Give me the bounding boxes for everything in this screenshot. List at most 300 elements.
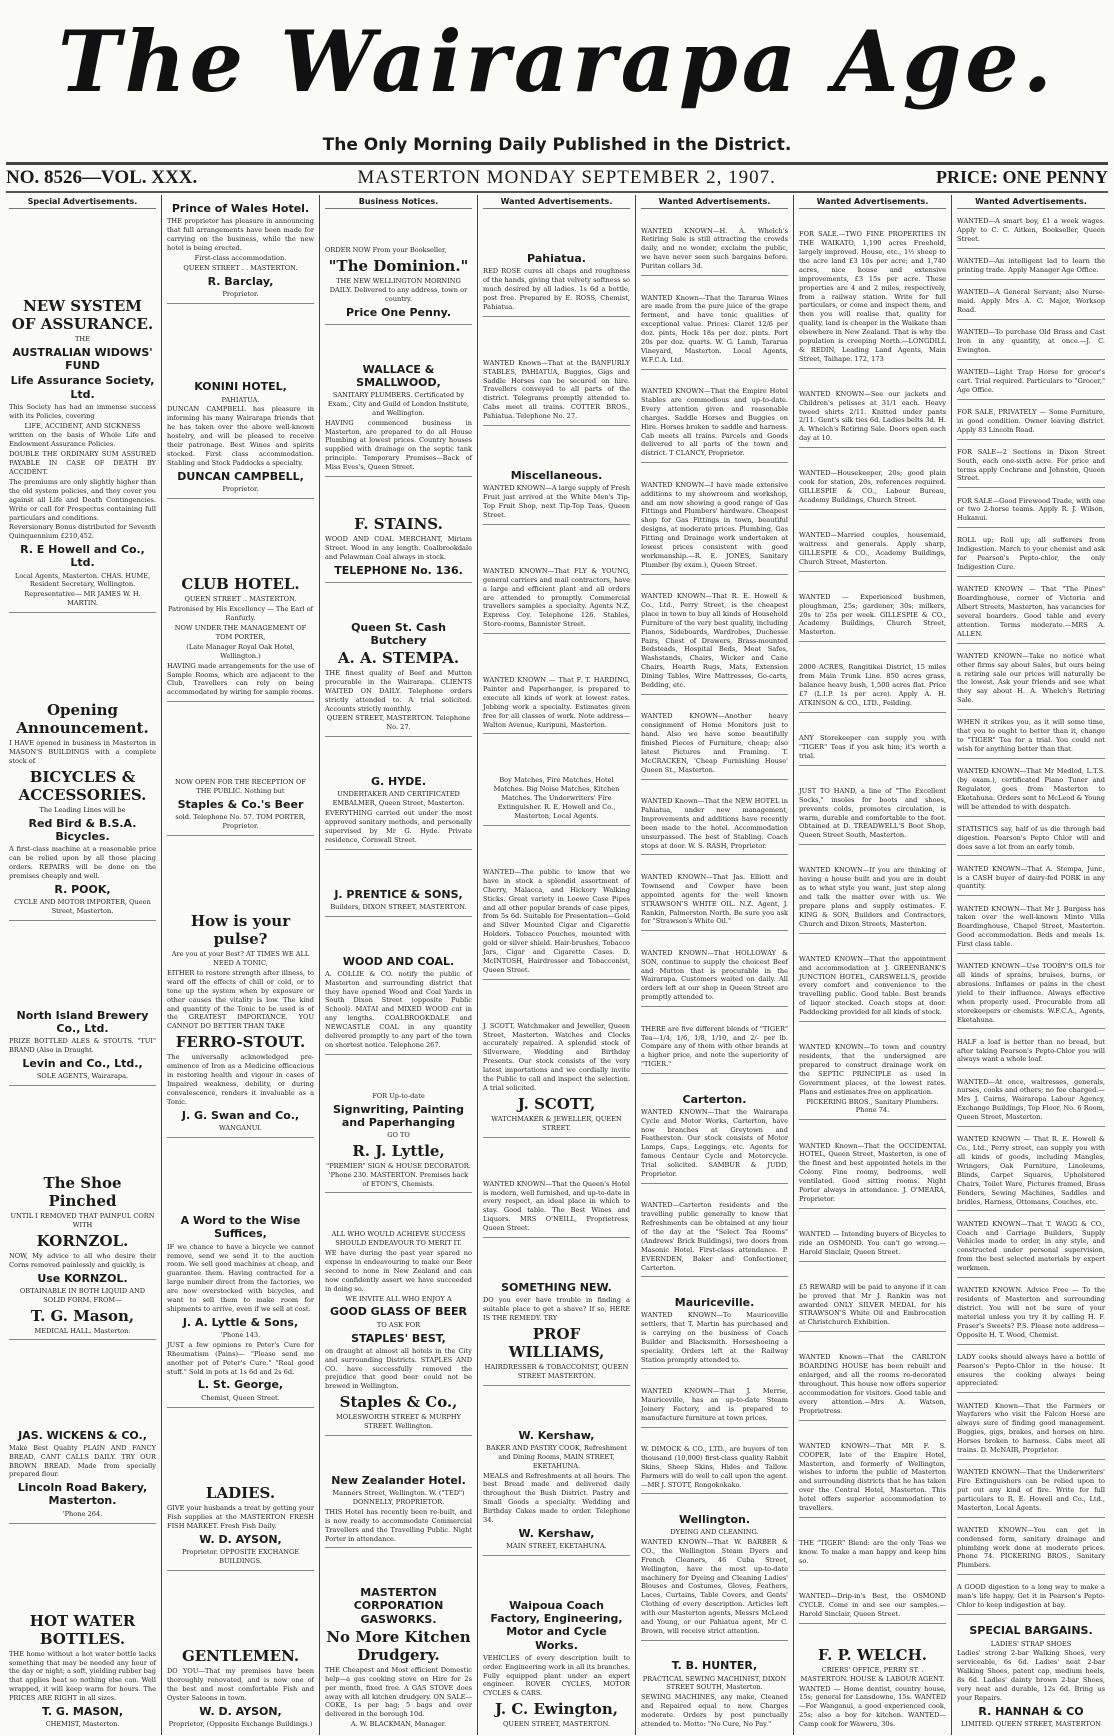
ad-text: WANTED—A General Servant; also Nurse-maid. Apply Mrs A. C. Major, Worksop Road. — [957, 288, 1105, 314]
ad-heading: Wellington. — [678, 1512, 751, 1526]
ad-text: LIMITED. QUEEN STREET, MASTERTON — [960, 1719, 1102, 1728]
advertisement — [9, 1424, 156, 1524]
ad-text: WANTED KNOWN — That F. T. HARDING, Painter and Paperhanger, is prepared to execute all kinds of work at lowest rates. Jobbing work a specialty. Estimates given free for all classes of work. Note address—Walton Avenue, Kuripuni, Masterton. — [483, 676, 630, 729]
ad-text: CHEMIST, Masterton. — [45, 1720, 120, 1729]
advertisement — [641, 1197, 788, 1277]
advertisement — [799, 951, 946, 1022]
ad-text: OBTAINABLE IN BOTH LIQUID AND SOLID FORM. FROM— — [19, 1286, 146, 1304]
ad-text: W. DIMOCK & CO., LTD., are buyers of ten thousand (10,000) first-class quality Rabbit Skins, Sheep Skins, Hides and Tallow. Farmers will do well to call upon the agent.—MR J. STOTT, Rongokokako. — [641, 1445, 788, 1489]
ad-text: UNDERTAKER AND CERTIFICATED EMBALMER, Queen Street, Masterton. — [332, 790, 465, 808]
advertisement — [799, 386, 946, 448]
advertisement — [9, 292, 156, 613]
advertisement — [957, 1522, 1105, 1575]
ad-text: £5 REWARD will be paid to anyone if it can be proved that Mr J. Rankin was not awarded ONLY SILVER MEDAL for his STRAWSON'S White Oil and Embrocation at Christchurch Exhibition. — [799, 1282, 946, 1327]
dateline — [0, 165, 1114, 189]
ad-text: PAHIATUA. — [221, 395, 260, 404]
ad-heading: Waipoua Coach Factory, Engineering, Motor and Cycle Works. — [490, 1598, 623, 1652]
advertisement — [957, 581, 1105, 643]
advertisement — [957, 648, 1105, 710]
ad-text: PRACTICAL SEWING MACHINIST, DIXON STREET SOUTH, Masterton. — [642, 1674, 787, 1692]
ad-text: WANTED Known—That at the BANFURLY STABLES, PAHIATUA, Buggies, Gigs and Saddle Horses can be secured on hire. Travellers conveyed to all parts of the district. Telegrams promptly attended to. Cabs meet all trains. COTTER BROS., Pahiatua. Telephone No. 27. — [483, 358, 630, 421]
ad-heading: KORNZOL. — [36, 1231, 129, 1250]
ad-text: MOLESWORTH STREET & MURPHY STREET. Wellington. — [336, 1413, 461, 1431]
ad-text: SEWING MACHINES, any make, Cleaned and Repaired equal to new. Charges moderate. Orders by post punctually attended to. Motto: "No Cure, No Pay." — [641, 1693, 788, 1728]
ad-text: WANTED KNOWN—That Mr J. Burgess has taken over the well-known Minto Villa Boardinghouse, Chapel Street, Masterton. Good accommodation. Beds and meals 1s. First class table. — [957, 904, 1105, 949]
advertisement — [957, 1074, 1105, 1127]
ad-text: MAIN STREET, EKETAHUNA. — [506, 1542, 607, 1551]
advertisement — [799, 659, 946, 712]
section-heading: Wanted Advertisements. — [483, 197, 630, 209]
ad-text: DUNCAN CAMPBELL has pleasure in informing his many Wairarapa friends that he has taken over the above well-known hostelry, and will be pleased to receive their patronage. Best Wines and spirits stocked. First class accommodation. Stabling and Stock Paddocks a specialty. — [167, 405, 314, 467]
ad-heading: TELEPHONE No. 136. — [334, 563, 463, 577]
advertisement — [641, 383, 788, 463]
ad-text: WANTED KNOWN—To Mauriceville settlers, that T. Martin has purchased and is carrying on the business of Coach Builder and Blacksmith. Horseshoeing a speciality. Orders left at the Railway Station promptly attended to. — [641, 1311, 788, 1364]
ad-text: WANTED KNOWN—That MR F. S. COOPER, late of the Empire Hotel, Masterton, and formerly of Wellington, wishes to inform the public of Masterton and surrounding districts that he has taken over the Central Hotel, Masterton. This hotel offers superior accommodation to travellers. — [799, 1441, 946, 1513]
ad-heading: MASTERTON CORPORATION GASWORKS. — [353, 1586, 444, 1626]
advertisement — [957, 958, 1105, 1029]
ad-text: The universally acknowledged pre-eminence of Iron as a Medicine efficacious in restoring health and vigour in cases of Impaired weakness, debility, or during convalescence, renders it invaluable as a Tonic. — [167, 1053, 314, 1106]
section-heading: Business Notices. — [325, 197, 472, 209]
ad-heading: Opening Announcement. — [16, 701, 149, 738]
advertisement — [957, 532, 1105, 577]
ad-text: WANTED KNOWN—That Jas. Elliott and Townsend and Cowper have been appointed agents for the well known STRAWSON'S WHITE OIL. N.Z. Agent, J. Rankin, Palmerston North. Be sure you ask for "Strawson's White Oil." — [641, 872, 788, 926]
ad-heading: J. G. Swan and Co., — [181, 1108, 300, 1122]
advertisement — [957, 901, 1105, 954]
ad-text: A first-class machine at a reasonable price can be relied upon by all those placing orders. REPAIRS will be done on the premises cheaply and well. — [9, 845, 156, 880]
ad-text: WANTED—Married couples, housemaid, waitress and generals. Apply sharp, GILLESPIE & CO., Academy Buildings, Church Street, Masterton. — [799, 531, 946, 566]
ad-heading: F. STAINS. — [354, 514, 443, 533]
ad-text: THE — [75, 335, 90, 344]
ad-text: WANTED KNOWN—That T. WAGG & CO., Coach and Carriage Builders, Supply Vehicles made to order, in any style, and constructed under personal supervision, from the best selected materials by expert workmen. — [957, 1219, 1105, 1273]
ad-heading: Levin and Co., Ltd., — [22, 1056, 143, 1070]
issue-number: NO. 8526—VOL. XXX. — [6, 167, 198, 189]
ad-text: FOR SALE—Good Firewood Trade, with one or two 2-horse teams. Apply R. J. Wilson, Hukanui. — [957, 496, 1105, 523]
ad-heading: Use KORNZOL. — [37, 1271, 128, 1285]
ad-heading: R. E Howell and Co., Ltd. — [20, 543, 145, 570]
ad-text: This Society has had an immense success with its Policies, covering — [9, 402, 156, 420]
newspaper-column — [952, 195, 1110, 1735]
section-heading: Special Advertisements. — [9, 197, 156, 209]
ad-text: WANTED KNOWN—I have made extensive additions to my showroom and workshop, and am now showing a good range of Gas Fittings and Plumbers' hardware. Cheapest shop for Gas Fittings in town, beautiful designs, at moderate prices. Plumbing, Gas Fitting and Drainage work undertaken at lowest prices consistent with good workmanship.—R. E. JONES, Sanitary Plumber (by exam.), Queen Street. — [641, 480, 788, 569]
advertisement — [799, 783, 946, 845]
advertisement — [325, 950, 472, 1055]
ad-heading: Mauriceville. — [674, 1295, 755, 1309]
newspaper-title: The Wairarapa Age. — [57, 12, 1056, 112]
ad-text: Boy Matches, Fire Matches, Hotel Matches. Big Noise Matches, Kitchen Matches. The Underwriters' Fire Extinguisher. R. E. Howell and Co., Masterton, Local Agents. — [493, 776, 620, 821]
ad-text: WANTED KNOWN—If you are thinking of having a house built and you are in doubt as to what style you want, just step along and talk the matter over with us. We prepare plans and supply estimates. F. KING & SON, Builders and Contractors, Church and Dixon Streets, Masterton. — [799, 866, 946, 928]
ad-text: MEDICAL HALL. Masterton. — [34, 1326, 131, 1335]
ad-text: WANTED—The public to know that we have in stock a splendid assortment of Cherry, Malacca, and Hickory Walking Sticks. Great variety in Loewe Case Pipes and all other popular brands of case pipes, from 5s 6d. Suitable for Presentation—Gold and Silver Mounted Cigar and Cigarette Holders. Tobacco Pouches, mounted with gold or silver shield. Hair-brushes, Tobacco Jars, Cigar and Cigarette Cases. D. McINTOSH, Hairdresser and Tobacconist, Queen Street. — [483, 867, 630, 974]
ad-text: THE Cheapest and Most efficient Domestic help—a gas cooking stove on Hire for 2s per month, fixed free. A GAS STOVE does away with all kitchen drudgery. ON SALE—COKE, 1s per bag; 5 bags and over delivered in the borough 10d. — [325, 1665, 472, 1719]
ad-text: STATISTICS say, half of us die through bad digestion. Pearson's Pepto Chlor will and does save a lot from an early tomb. — [957, 824, 1105, 851]
ad-text: GO TO — [387, 1130, 410, 1139]
ad-text: Reversionary Bonus distributed for Seventh Quinquennium £210,452. — [9, 523, 156, 541]
ad-text: written on the basis of Whole Life and Endowment Assurance Policies. — [9, 431, 156, 449]
ad-text: QUEEN STREET, MASTERTON. — [503, 1720, 610, 1729]
ad-text: Proprietor. OPPOSITE EXCHANGE BUILDINGS. — [181, 1548, 300, 1565]
advertisement — [957, 324, 1105, 360]
ad-text: Are you at your Best? AT TIMES WE ALL NEED A TONIC, — [171, 950, 310, 968]
ad-text: WANTED — Intending buyers of Bicycles to ride an OSMOND. You can't go wrong.—Harold Sinclair, Queen Street. — [799, 1229, 946, 1256]
ad-heading: CLUB HOTEL. — [181, 575, 300, 594]
ad-text: LIFE, ACCIDENT, AND SICKNESS — [24, 421, 141, 430]
advertisement — [641, 869, 788, 931]
advertisement — [483, 672, 630, 734]
ad-text: WANTED—Drip-in's Best, the OSMOND CYCLE. Come in and see our samples.—Harold Sinclair, Queen Street. — [799, 1591, 946, 1618]
ad-heading: Staples & Co., — [339, 1393, 458, 1412]
ad-text: HAIRDRESSER & TOBACCONIST, QUEEN STREET MASTERTON. — [484, 1362, 629, 1380]
advertisement — [167, 774, 314, 836]
ad-text: EITHER to restore strength after illness, to ward off the effects of chill or cold, or to tone up the system when by exposure or other causes the vitality is low. The kind and quantity of the Tonic to be used is of the GREATEST IMPORTANCE. YOU CANNOT DO BETTER THAN TAKE — [167, 968, 314, 1031]
ad-text: HAVING made arrangements for the use of Sample Rooms, which are adjacent to the Club, Travellers can rely on being accommodated by wiring for sample rooms. — [167, 661, 314, 697]
ad-text: WANTED—A smart boy, £1 a week wages. Apply to C. C. Aitken, Bookseller, Queen Street. — [957, 217, 1105, 244]
ad-text: QUEEN STREET .. MASTERTON. — [184, 595, 297, 604]
ad-text: WANTED KNOWN—That R. E. Howell & Co., Ltd., Perry Street, is the cheapest place in town to buy all kinds of Household Furniture of the very best quality, including Pianos, Sideboards, Wardrobes, Duchesse Pairs, Chest of Drawers, Brass-mounted Bedsteads, Hospital Beds, Meat Safes, Washstands, Chairs, Wicker and Cane Chairs, Hearth Rugs, Mats, Extension Dining Tables, Wire Mattresses, Go-carts, Bedding, etc. — [641, 592, 788, 690]
ad-text: THIS Hotel has recently been re-built, and is now ready to accommodate Commercial Travellers and the Travelling Public. Night Porter in attendance. — [325, 1507, 472, 1543]
issue-date: MASTERTON MONDAY SEPTEMBER 2, 1907. — [357, 167, 776, 189]
newspaper-column — [636, 195, 794, 1735]
advertisement — [799, 730, 946, 766]
issue-price: PRICE: ONE PENNY — [935, 167, 1108, 188]
ad-text: WANTED KNOWN—Take no notice what other firms say about Sales, but ours being a retiring sale our prices will naturally be the lowest. Ask your friends and see what they say about H. A. Whelch's Retiring Sale. — [957, 651, 1105, 705]
advertisement — [641, 1383, 788, 1428]
ad-text: FOR Up-to-date — [372, 1091, 425, 1100]
ad-heading: W. Kershaw, — [518, 1428, 595, 1442]
ad-text: WANTED KNOWN—H. A. Whelch's Retiring Sale is still attracting the crowds daily, and no wonder, exclaim the public, we have never seen such bargains before. Puritan collars 3d. — [641, 226, 788, 271]
advertisement — [325, 1469, 472, 1549]
advertisement — [9, 1004, 156, 1086]
ad-text: The premiums are only slightly higher than the old system policies, and they cover you against all Life and Death Contingencies. Write or call for Prospectus containing full particulars and conditions. — [9, 477, 156, 522]
ad-heading: F. P. WELCH. — [818, 1645, 927, 1664]
advertisement — [799, 589, 946, 642]
ad-heading: NEW SYSTEM OF ASSURANCE. — [11, 297, 154, 334]
ad-text: LADIES' STRAP SHOES — [990, 1639, 1072, 1648]
ad-text: WANTED KNOWN. Advice Free — To the residents of Masterton and surrounding district. You will not be sure of your material unless you try it by calling H. F. Fraser's Sweets? P.S. Please note address—Opposite H. T. Wood, Chemist. — [957, 1286, 1105, 1339]
ad-text: on draught at almost all hotels in the City and surrounding Districts. STAPLES AND CO. have successfully removed the prejudice that good beer could not be brewed in Wellington. — [325, 1346, 472, 1391]
ad-text: WANTED KNOWN—Another heavy consignment of Home Monitors just to hand. Also we have some beautifully finished Pieces of Furniture, cheap; also latest Pictures and Framing. T. McCRACKEN, 'Cheap Furnishing House' Queen St., Masterton. — [641, 712, 788, 774]
ad-text: Local Agents, Masterton. CHAS. HUME, Resident Secretary, Wellington. — [14, 571, 151, 589]
ad-text: WATCHMAKER & JEWELLER, QUEEN STREET. — [491, 1114, 622, 1132]
ad-text: A. COLLIE & CO. notify the public of Masterton and surrounding district that they have opened Wood and Coal Yards in South Dixon Street (opposite Public School). MATAI and MIXED WOOD cut in any lengths. COALBROOKDALE and NEWCASTLE COAL in any quantity delivered promptly to any part of the town on shortest notice. Telephone 267. — [325, 969, 472, 1049]
ad-text: FOR SALE—2 Sections in Dixon Street South, each one-sixth acre. For price and terms apply Cochrane and Johnston, Queen Street. — [957, 447, 1105, 483]
ad-text: SANITARY PLUMBERS. Certificated by Exam., City and Guild of London Institute, and Wellington. — [327, 391, 470, 417]
ad-text: NOW OPEN FOR THE RECEPTION OF THE PUBLIC. Nothing but — [175, 777, 306, 795]
ad-text: Proprietor. — [222, 289, 259, 298]
ad-text: A GOOD digestion to a long way to make a man's life happy. Get it in Pearson's Pepto-Chlor to keep indigestion at bay. — [957, 1583, 1105, 1610]
ad-heading: T. B. HUNTER, — [671, 1659, 758, 1673]
ad-text: A. W. BLACKMAN, Manager. — [350, 1720, 447, 1729]
advertisement — [325, 1088, 472, 1194]
ad-text: WANTED—An intelligent lad to learn the printing trade. Apply Manager Age Office. — [957, 257, 1105, 275]
advertisement — [957, 1034, 1105, 1070]
ad-text: Patronised by His Excellency — The Earl of Ranfurly. — [167, 605, 314, 623]
ad-text: GIVE your husbands a treat by getting your Fish supplies at the MASTERTON FRESH FISH MARKET. Fresh Fish Daily. — [167, 1504, 314, 1530]
ad-text: WANTED KNOWN—A large supply of Fresh Fruit just arrived at the White Men's Tip-Top Fruit Shop, next Tip-Top Teas, Queen Street. — [483, 484, 630, 519]
ad-text: PICKERING BROS., Sanitary Plumbers. Phone 74. — [806, 1097, 939, 1115]
ad-text: CYCLE AND MOTOR IMPORTER, Queen Street, Masterton. — [14, 897, 151, 915]
ad-heading: SOMETHING NEW. — [501, 1281, 612, 1294]
ad-text: WE have during the past year spared no expense in endeavouring to make our Beer second to none in New Zealand and can now confidently assert we have succeeded in doing so. — [325, 1249, 472, 1293]
ad-text: SOLE AGENTS, Wairarapa. — [36, 1072, 129, 1081]
advertisement — [641, 290, 788, 370]
advertisement — [167, 570, 314, 702]
advertisement — [799, 1535, 946, 1571]
ad-text: Proprietor, (Opposite Exchange Buildings.) — [168, 1720, 313, 1729]
ad-heading: Life Assurance Society, Ltd. — [10, 374, 155, 401]
advertisement — [799, 862, 946, 933]
ad-text: LADY cooks should always have a bottle of Pearson's Pepto-Chlor in the house. It ensures the cooking always being appreciated. — [957, 1352, 1105, 1388]
ad-heading: A. A. STEMPA. — [337, 649, 460, 668]
advertisement — [9, 1169, 156, 1340]
ad-text: ROLL up; Roll up; all sufferers from Indigestion. March to your chemist and ask for Pearson's Pepto-chlor, the only Indigestion Cure. — [957, 536, 1105, 572]
ad-text: FOR SALE.—TWO FINE PROPERTIES IN THE WAIKATO, 1,190 acres Freehold, largely improved. House, etc., 1½ sheep to the acre land £3 10s per acre; and 1,740 acres, nice house and extensive improvements, £3 15s per acre. These properties are 4 and 2 miles, respectively, from a railway station. Write for full particulars, or come and inspect them, and then you will realise that, quality for quality, land is cheaper in the Waikato than elsewhere in New Zealand. That is why the population is creeping North.—LONGDILL & REDIN, Leading Land Agents, Main Street, Taihape. 172, 173 — [799, 230, 946, 363]
ad-text: WANTED KNOWN—You can get in condensed form, sanitary drainage and plumbing work done at moderate prices. Phone 74. PICKERING BROS., Sanitary Plumbers. — [957, 1525, 1105, 1570]
ad-text: WANTED KNOWN—To town and country residents, that the undersigned are prepared to construct drainage work on the SEPTIC PRINCIPLE as used in Government places, at the lowest rates. Plans and estimates free on application. — [799, 1043, 946, 1096]
ad-heading: Price One Penny. — [345, 305, 452, 319]
ad-heading: LADIES. — [205, 1484, 276, 1503]
ad-text: ORDER NOW From your Bookseller, — [325, 245, 447, 254]
ad-heading: Signwriting, Painting and Paperhanging — [332, 1102, 465, 1129]
ad-text: QUEEN STREET, MASTERTON. Telephone No. 27. — [326, 714, 471, 732]
ad-text: WE INVITE ALL WHO ENJOY A — [345, 1294, 452, 1303]
advertisement — [641, 793, 788, 855]
ad-heading: BICYCLES & ACCESSORIES. — [18, 767, 147, 804]
ad-text: WANTED — Experienced bushmen, ploughman, 25s; gardener, 30s; milkers, 20s to 25s per week. GILLESPIE & CO., Academy Buildings, Church Street, Masterton. — [799, 592, 946, 637]
section-heading: Wanted Advertisements. — [641, 197, 788, 209]
advertisement — [799, 1138, 946, 1209]
ad-text: THE home without a hot water bottle lacks something that may be needed any hour of the day or night; a soft, yielding rubber bag that applies heat so nothing else can. Well wrapped, it will keep warm for hours. The PRICES ARE RIGHT in all sizes. — [9, 1649, 156, 1703]
advertisement — [799, 1039, 946, 1120]
ad-text: WANTED—At once, waitresses, generals, nurses, cooks and others; no fee charged.—Mrs J. Cairns, Wairarapa Labour Agency, Exchange Buildings, Top Floor, No. 6 Room, Queen Street, Masterton. — [957, 1077, 1105, 1122]
ad-text: J. SCOTT, Watchmaker and Jeweller, Queen Street, Masterton. Watches and Clocks accurately repaired. A splendid stock of Silverware, Wedding and Birthday Presents. Our stock consists of the very latest importations and we cordially invite the Public to call and inspect the selection. A trial solicited. — [483, 1021, 630, 1092]
section-heading: Wanted Advertisements. — [799, 197, 946, 209]
advertisement — [483, 563, 630, 634]
ad-text: WANTED KNOWN—That HOLLOWAY & SON, continue to supply the choicest Beef and Mutton that is procurable in the Wairarapa. Customers waited on daily. All orders left at our shop in Queen Street are promptly attended to. — [641, 948, 788, 1002]
newspaper-column — [794, 195, 952, 1735]
advertisement — [799, 527, 946, 572]
advertisement — [483, 1594, 630, 1733]
advertisement — [957, 1349, 1105, 1394]
ad-text: WANTED KNOWN—That the Queen's Hotel is modern, well furnished, and up-to-date in every respect, an ideal place in which to stay. Good table. The Best Wines and Liquors. MRS O'NEILL, Proprietress, Queen Street. — [483, 1179, 630, 1233]
advertisement — [641, 1508, 788, 1641]
newspaper-column — [478, 195, 636, 1735]
advertisement — [799, 226, 946, 368]
newspaper-column — [162, 195, 320, 1735]
ad-text: THE finest quality of Beef and Mutton procurable in the Wairarapa. CLIENTS WAITED ON DAILY. Telephone orders strictly attended to. A trial solicited. Accounts strictly monthly. — [325, 669, 472, 713]
section-heading: Wanted Advertisements. — [957, 197, 1105, 209]
ad-heading: Red Bird & B.S.A. Bicycles. — [28, 816, 137, 843]
newspaper-column — [320, 195, 478, 1735]
advertisement — [957, 1398, 1105, 1460]
ad-text: NOW, My advice to all who desire their Corns removed painlessly and quickly, is — [9, 1251, 156, 1269]
advertisement — [9, 1607, 156, 1733]
advertisement — [325, 770, 472, 850]
ad-text: WANTED KNOWN—That the Wairarapa Cycle and Motor Works, Carterton, have now branches at Greytown and Featherston. Our stock consists of Motor Lamps, Caps, Leggings, etc. Agents for famous Centaur Cycle and Motorcycle. Trial solicited. SAMBUR & JUDD, Proprietor. — [641, 1107, 788, 1178]
ad-text: Proprietor. — [222, 484, 259, 493]
advertisement — [325, 510, 472, 583]
ad-text: WANTED KNOWN—That J. Merrie, Mauriceville, has an up-to-date Steam Joinery Factory, and is prepared to manufacture furniture at town prices. — [641, 1386, 788, 1422]
advertisement — [641, 1021, 788, 1074]
advertisement — [167, 1642, 314, 1733]
ad-heading: J. A. Lyttle & Sons, — [182, 1315, 299, 1329]
advertisement — [957, 861, 1105, 897]
advertisement — [799, 1588, 946, 1624]
ad-text: WANGANUI. — [218, 1123, 263, 1132]
advertisement — [641, 588, 788, 695]
ad-heading: AUSTRALIAN WIDOWS' FUND — [12, 346, 153, 373]
ad-text: WHEN it strikes you, as it will some time, that you to ought to better than it, change to "TIGER" Tea for a trial. You could not wish for anything better than that. — [957, 718, 1105, 754]
advertisement — [641, 1654, 788, 1733]
ad-text: WANTED KNOWN—That W. BARBER & CO., the Wellington Steam Dyers and French Cleaners, 46 Cuba Street, Wellington, have the most up-to-date machinery for Dyeing and Cleaning Ladies' Blouses and Costumes, Gloves, Feathers, Laces, Curtains, Table Covers, and Gents' Clothing of every description. Articles left with our Masterton agents, Messrs McLeod and Young, or our Pahiatua agent, Mr C. Brown, will receive strict attention. — [641, 1538, 788, 1635]
ad-text: WANTED KNOWN — That "The Pines" Boardinghouse, corner of Victoria and Albert Streets, Masterton, has vacancies for several boarders. Good table and every attention. Terms moderate.—MRS A. ALLEN. — [957, 585, 1105, 638]
ad-text: WANTED Known—That the NEW HOTEL in Pahiatua, under new management, Improvements and additions have recently been made to the hotel. Accommodation unsurpassed. The best of Stabling. Coach stops at door. W. S. RASH, Proprietor. — [641, 797, 788, 850]
ad-heading: T. G. MASON, — [42, 1704, 123, 1718]
advertisement — [957, 444, 1105, 489]
ad-heading: Lincoln Road Bakery, Masterton. — [17, 1481, 148, 1508]
ad-text: "PREMIER" SIGN & HOUSE DECORATOR. 'Phone 230. MASTERTON. Premises back of ETON'S, Chemists. — [326, 1161, 471, 1188]
ad-text: WANTED — Home dentist, country house, 15s; general for Lansdowne, 15s. WANTED—For Wanganui, a good experienced cook, 25s; also a boy for kitchen. WANTED—Camp cook for Waweru, 30s. — [799, 1684, 946, 1729]
ad-text: VEHICLES of every description built to order. Engineering work in all its branches. Fully equipped plant under an expert engineer. ROVER CYCLES, MOTOR CYCLES & CARS. — [483, 1653, 630, 1698]
ad-heading: GOOD GLASS OF BEER — [329, 1305, 467, 1319]
ad-heading: W. D. AYSON, — [199, 1704, 282, 1718]
ad-heading: Staples & Co.'s Beer — [177, 797, 304, 811]
ad-text: DOUBLE THE ORDINARY SUM ASSURED PAYABLE IN CASE OF DEATH BY ACCIDENT. — [9, 450, 156, 477]
advertisement — [325, 242, 472, 325]
advertisement — [167, 375, 314, 498]
ad-text: BAKER AND PASTRY COOK, Refreshment and Dining Rooms, MAIN STREET, EKETAHUNA. — [485, 1443, 628, 1470]
ad-text: WANTED Known—That the OCCIDENTAL HOTEL, Queen Street, Masterton, is one of the finest and best appointed hotels in the Colony. Fine roomy, bedrooms, well ventilated. Good sitting rooms. Night Porter always in attendance. J. O'MEARA, Proprietor. — [799, 1141, 946, 1203]
advertisement — [957, 714, 1105, 759]
ad-text: DO you ever have trouble in finding a suitable place to get a shave? If so, HERE IS THE REMEDY. TRY — [483, 1296, 630, 1322]
advertisement — [641, 1291, 788, 1370]
advertisement — [957, 493, 1105, 529]
ad-heading: Prince of Wales Hotel. — [171, 202, 310, 216]
advertisement — [325, 1226, 472, 1436]
ad-heading: KONINI HOTEL, — [194, 380, 287, 394]
advertisement — [957, 253, 1105, 280]
ad-text: WANTED KNOWN—That FLY & YOUNG, general carriers and mail contractors, have a large and efficient plant and all orders are attended to promptly. Commercial travellers samples a specialty. Agents N.Z. Express Coy. Telephone 126. Stables, Store-rooms, Bannister Street. — [483, 566, 630, 629]
ad-text: 2000 ACRES, Rangitikei District, 15 miles from Main Trunk Line. 850 acres grass, balance heavy bush, 1,500 acres flat. Price £7 (L.I.P. 1s per acre). Apply A. H. ATKINSON & CO., LTD., Feilding. — [799, 663, 946, 707]
ad-heading: PROF WILLIAMS, — [508, 1324, 605, 1361]
ad-text: Ladies' strong 2-bar Walking Shoes, very serviceable, 6s 6d. Ladies' neat 2-bar Walking Shoes, patent cap, medium heels, 8s 6d. Ladies' dainty brown 2-bar Shoes, very neat and durable, 12s 6d. Bring us your Repairs. — [957, 1649, 1105, 1702]
ad-text: WANTED KNOWN—Use TOOBY'S OILS for all kinds of sprains, bruises, burns, or abrasions. Inflames or pains in the chest yield to their influence. Always effective when properly used. Procurable from all storekeepers or chemists. W.F.C.A., Agents, Eketahuna. — [957, 962, 1105, 1024]
ad-heading: JAS. WICKENS & CO., — [18, 1428, 147, 1442]
ad-text: ANY Storekeeper can supply you with "TIGER" Teas if you ask him; it's worth a trial. — [799, 734, 946, 760]
columns — [4, 195, 1110, 1735]
ad-text: THE "TIGER" Blend: are the only Teas we know. To make a man happy and keep him so. — [799, 1539, 946, 1565]
ad-text: WANTED—Housekeeper, 20s; good plain cook for station, 20s, references required. GILLESPIE & CO., Labour Bureau, Academy Buildings, Church Street. — [799, 469, 946, 504]
ad-heading: WALLACE & SMALLWOOD, — [356, 362, 441, 389]
advertisement — [483, 772, 630, 825]
advertisement — [957, 821, 1105, 857]
ad-text: The Leading Lines will be — [39, 805, 126, 814]
advertisement — [957, 1464, 1105, 1517]
ad-heading: New Zealander Hotel. — [331, 1473, 466, 1487]
ad-heading: J. C. Ewington, — [495, 1700, 618, 1719]
ad-text: DO YOU—That my premises have been thoroughly renovated, and is now one of the best and most comfortable Fish and Oyster Saloons in town. — [167, 1667, 314, 1703]
ad-text: (Late Manager Royal Oak Hotel, Wellington.) — [186, 642, 295, 660]
advertisement — [799, 1226, 946, 1262]
ad-text: WANTED KNOWN—That the Underwriters' Fire Extinguishers can be relied upon to put out any kind of fire. Write for full particulars to R. E. Howell and Co., Ltd., Masterton, Local Agents. — [957, 1468, 1105, 1512]
ad-text: Manners Street, Wellington. W. ("TED") DONNELLY, PROPRIETOR. — [332, 1489, 465, 1506]
ad-text: I HAVE opened in business in Masterton in MASON'S BUILDINGS with a complete stock of — [9, 739, 156, 765]
ad-heading: R. Barclay, — [207, 274, 274, 288]
advertisement — [325, 358, 472, 477]
advertisement — [483, 1276, 630, 1386]
ad-heading: R. POOK, — [54, 882, 111, 896]
advertisement — [325, 616, 472, 738]
advertisement — [483, 1018, 630, 1138]
ad-heading: Miscellaneous. — [510, 469, 603, 483]
ad-heading: WOOD AND COAL. — [342, 954, 455, 968]
ad-heading: L. St. George, — [197, 1378, 284, 1392]
advertisement — [641, 708, 788, 779]
ad-text: THERE are five different blends of "TIGER" Tea—1/4, 1/6, 1/8, 1/10, and 2/- per lb. Compare any of them with other brands at a higher price, and note the superiority of "TIGER." — [641, 1024, 788, 1069]
ad-text: Representative— MR JAMES W. H. MARTIN. — [24, 590, 141, 608]
ad-text: THE proprietor has pleasure in announcing that full arrangements have been made for carrying on the business, while the new hotel is being erected. — [167, 217, 314, 252]
ad-text: WOOD AND COAL MERCHANT, Miriam Street. Wood in any length. Coalbrookdale and Pelawman Coal always in stock. — [325, 534, 472, 561]
ad-text: Make Best Quality PLAIN AND FANCY BREAD, CANT CALLS DAILY. TRY OUR BROWN BREAD. Made from specially prepared flour. — [9, 1443, 156, 1479]
advertisement — [957, 1579, 1105, 1615]
ad-text: QUEEN STREET . . MASTERTON. — [183, 263, 298, 272]
advertisement — [483, 464, 630, 525]
advertisement — [799, 1279, 946, 1332]
ad-text: WANTED KNOWN—That the appointment and accommodation at J. GREENBANK'S JUNCTION HOTEL, CARSWELL'S, provide every comfort and convenience to the travelling public. Good table. Best brands of liquor stocked. Coach stops at door. Paddocking provided for all kinds of stock. — [799, 954, 946, 1017]
ad-heading: How is your pulse? — [190, 912, 291, 949]
newspaper-column — [4, 195, 162, 1735]
advertisement — [483, 355, 630, 426]
ad-text: PRIZE BOTTLED ALES & STOUTS. "TUI" BRAND (Also in Draught. — [9, 1037, 156, 1054]
ad-text: WANTED Known—That the CARLTON BOARDING HOUSE has been rebuilt and enlarged, and all the rooms re-decorated throughout. This house now offers superior accommodation for visitors. Good table and every attention.—Mrs A. Watson, Proprietress. — [799, 1353, 946, 1415]
ad-text: Chemist, Queen Street. — [201, 1393, 280, 1402]
ad-text: Builders, DIXON STREET, MASTERTON. — [330, 902, 467, 911]
advertisement — [957, 364, 1105, 400]
advertisement — [9, 696, 156, 920]
ad-text: THE NEW WELLINGTON MORNING DAILY. Delivered to any address, town or country. — [329, 276, 468, 303]
ad-text: UNTIL I REMOVED THAT PAINFUL CORN WITH — [10, 1212, 155, 1229]
ad-text: RED ROSE cures all chaps and roughness of the hands, giving that velvety softness so much desired by all ladies. 1s 6d a bottle, post free. Prepared by E. ROSS, Chemist, Pahiatua. — [483, 267, 630, 311]
ad-text: WANTED KNOWN — That R. E. Howell & Co., Ltd., Perry street, can supply you with all kinds of goods, including Mangles, Wringers, Oak Furniture, Linoleums, Blinds, Carpet Squares, Upholstered Chairs, Toilet Ware, Pictures framed, Brass Fenders, Sewing Machines, Saddles and bridles, Harness, Ottomans, Couches, etc. — [957, 1135, 1105, 1206]
advertisement — [483, 864, 630, 980]
advertisement — [641, 223, 788, 276]
ad-heading: STAPLES' BEST, — [351, 1331, 446, 1345]
advertisement — [167, 197, 314, 304]
ad-text: CRIERS' OFFICE, PERRY ST. . MASTERTON. HOUSE & LABOUR AGENT. — [800, 1665, 945, 1683]
advertisement — [325, 883, 472, 917]
advertisement — [957, 1619, 1105, 1733]
ad-text: WANTED KNOWN—That the Empire Hotel Stables are commodious and up-to-date. Every attention given and reasonable charges. Saddle Horses and Buggies on Hire. Horses broken to saddle and harness. Cab meets all trains. Parcels and Goods delivered to all parts of the town and district. T CLANCY, Proprietor. — [641, 387, 788, 458]
ad-text: EVERYTHING carried out under the most approved sanitary methods, and personally supervised by Mr G. Hyde. Private residence, Cornwall Street. — [325, 809, 472, 844]
advertisement — [957, 284, 1105, 320]
advertisement — [641, 1088, 788, 1184]
advertisement — [167, 907, 314, 1137]
advertisement — [641, 1441, 788, 1494]
ad-text: 'Phone 264. — [62, 1509, 103, 1518]
ad-heading: SPECIAL BARGAINS. — [969, 1624, 1093, 1638]
ad-text: 'Phone 143. — [220, 1330, 261, 1339]
advertisement — [483, 247, 630, 317]
advertisement — [957, 404, 1105, 440]
ad-text: WANTED KNOWN—That Mr Medlod, L.T.S. (by exam.), certificated Piano Tuner and Regulator, goes from Masterton to Eketahuna. Orders sent to McLeod & Young will be attended to with despatch. — [957, 767, 1105, 811]
ad-text: NOW UNDER THE MANAGEMENT OF TOM PORTER, — [174, 624, 307, 641]
ad-heading: Carterton. — [682, 1092, 747, 1106]
ad-heading: J. SCOTT, — [517, 1094, 596, 1113]
advertisement — [957, 1131, 1105, 1211]
ad-heading: No More Kitchen Drudgery. — [326, 1627, 471, 1664]
ad-text: HALF a loaf is better than no bread, but after taking Pearson's Pepto-Chlor you will always want a whole loaf. — [957, 1037, 1105, 1064]
advertisement — [957, 213, 1105, 249]
ad-heading: GENTLEMEN. — [181, 1647, 300, 1666]
